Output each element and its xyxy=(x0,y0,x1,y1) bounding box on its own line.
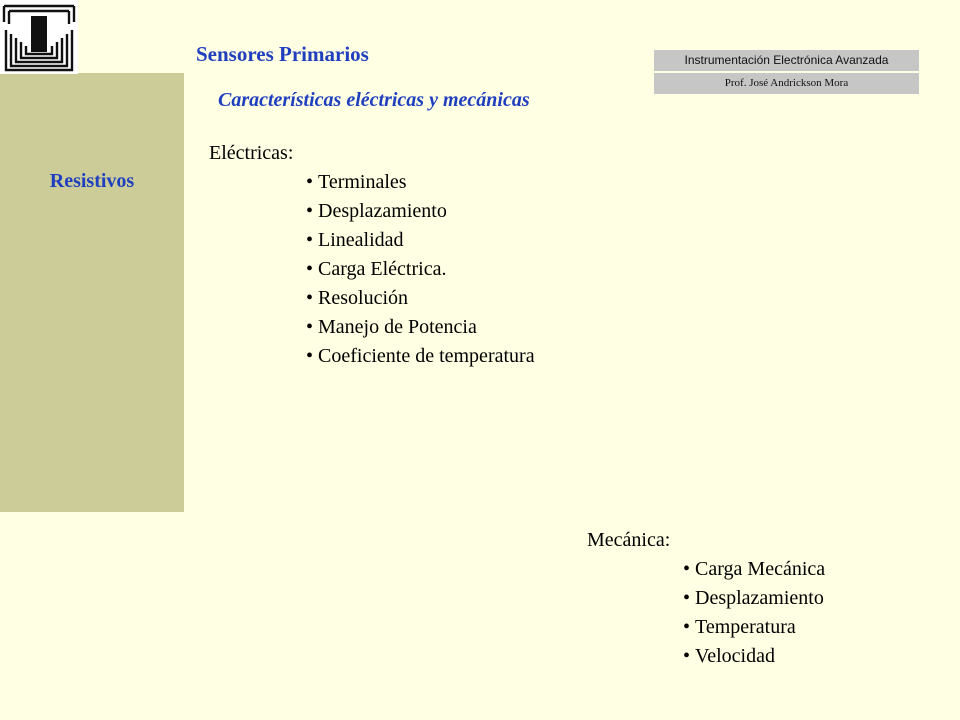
list-item: • Carga Mecánica xyxy=(683,555,825,584)
page-title: Sensores Primarios xyxy=(196,42,369,66)
sidebar-panel xyxy=(0,74,184,512)
list-item: • Carga Eléctrica. xyxy=(306,255,535,284)
course-header xyxy=(654,50,919,94)
list-item: • Coeficiente de temperatura xyxy=(306,342,535,371)
electrical-block xyxy=(209,139,535,371)
mechanical-heading: Mecánica: xyxy=(587,529,671,551)
electrical-list xyxy=(306,168,535,371)
professor-name: Prof. José Andrickson Mora xyxy=(654,73,919,94)
list-item: • Resolución xyxy=(306,284,535,313)
list-item: • Linealidad xyxy=(306,226,535,255)
institution-logo-icon xyxy=(0,0,78,74)
mechanical-list xyxy=(683,555,825,671)
list-item: • Terminales xyxy=(306,168,535,197)
electrical-heading: Eléctricas: xyxy=(209,142,294,164)
page-subtitle: Características eléctricas y mecánicas xyxy=(218,89,530,111)
list-item: • Desplazamiento xyxy=(683,584,825,613)
list-item: • Velocidad xyxy=(683,642,825,671)
course-name: Instrumentación Electrónica Avanzada xyxy=(654,50,919,71)
mechanical-block xyxy=(587,526,825,671)
institution-logo xyxy=(0,0,78,74)
section-title: Resistivos xyxy=(49,170,135,192)
list-item: • Manejo de Potencia xyxy=(306,313,535,342)
list-item: • Desplazamiento xyxy=(306,197,535,226)
list-item: • Temperatura xyxy=(683,613,825,642)
